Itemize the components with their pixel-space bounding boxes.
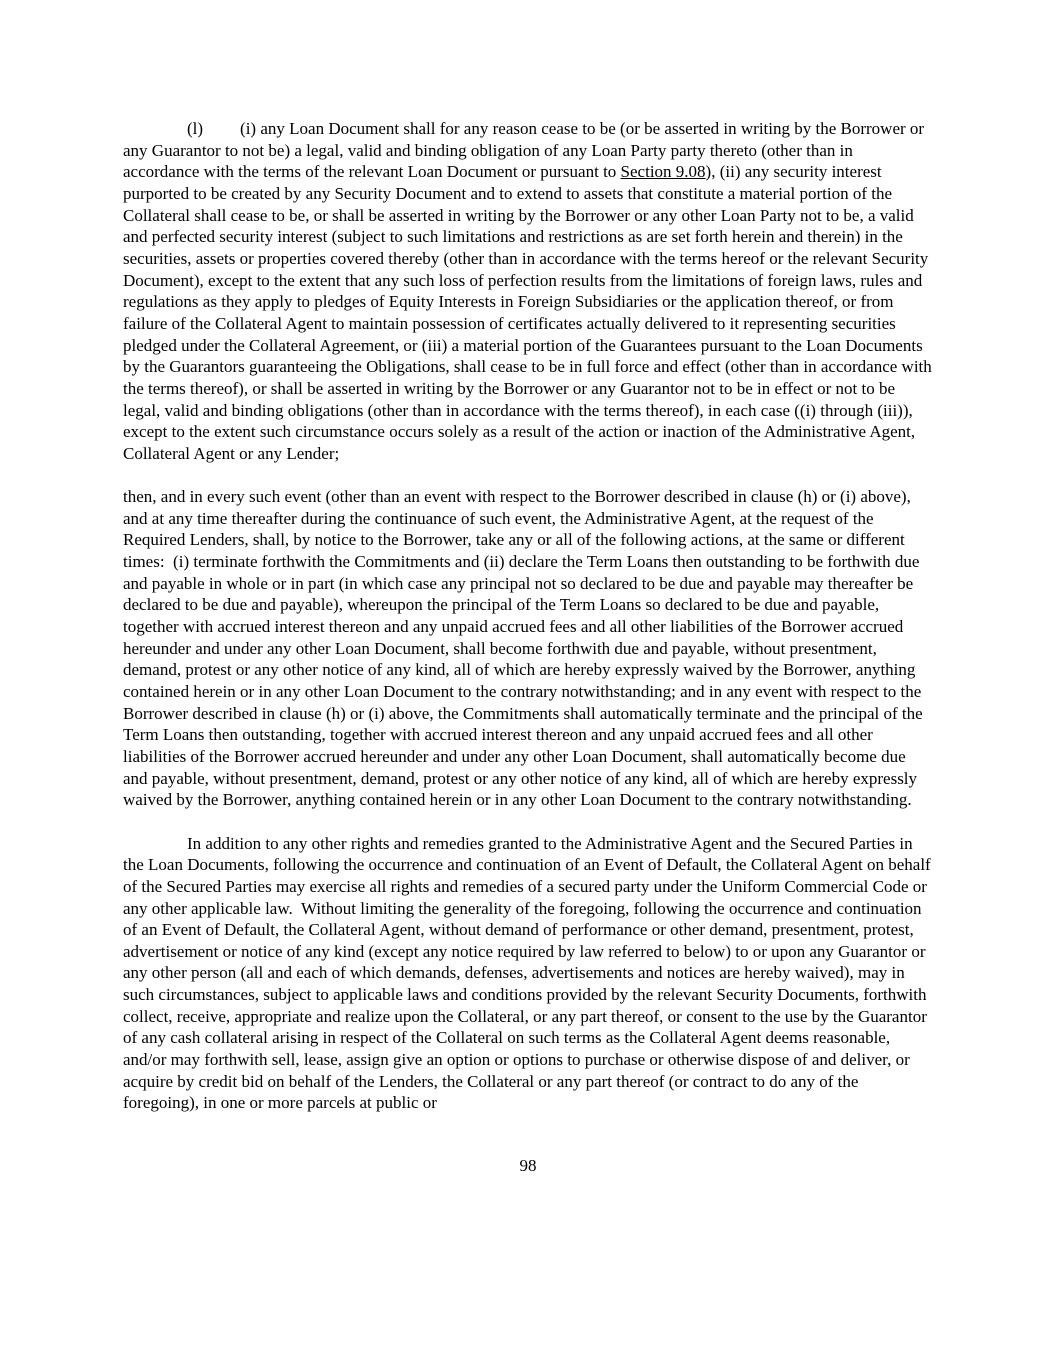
clause-l-text-pre: (i) any Loan Document shall for any reason cease to be (or be asserted in writing by the Borrower or any Guarantor to not be) a legal, valid and binding obligation of any Loan Party party thereto (other than in accordance with the terms of the relevant Loan Document or pursuant to: [123, 119, 929, 182]
section-9-08-reference: Section 9.08: [620, 162, 706, 182]
paragraph-remedies-clause: then, and in every such event (other than an event with respect to the Borrower described in clause (h) or (i) above), and at any time thereafter during the continuance of such event, the Administrative Agent, at the request of the Required Lenders, shall, by notice to the Borrower, take any or all of the following actions, at the same or different times: (i) terminate forthwith the Commitments and (ii) declare the Term Loans then outstanding to be forthwith due and payable in whole or in part (in which case any principal not so declared to be due and payable may thereafter be declared to be due and payable), whereupon the principal of the Term Loans so declared to be due and payable, together with accrued interest thereon and any unpaid accrued fees and all other liabilities of the Borrower accrued hereunder and under any other Loan Document, shall become forthwith due and payable, without presentment, demand, protest or any other notice of any kind, all of which are hereby expressly waived by the Borrower, anything contained herein or in any other Loan Document to the contrary notwithstanding; and in any event with respect to the Borrower described in clause (h) or (i) above, the Commitments shall automatically terminate and the principal of the Term Loans then outstanding, together with accrued interest thereon and any unpaid accrued fees and all other liabilities of the Borrower accrued hereunder and under any other Loan Document, shall automatically become due and payable, without presentment, demand, protest or any other notice of any kind, all of which are hereby expressly waived by the Borrower, anything contained herein or in any other Loan Document to the contrary notwithstanding.: [123, 487, 927, 810]
clause-l-marker: (l): [187, 119, 204, 138]
clause-l-text-post: ), (ii) any security interest purported to be created by any Security Document and to extend to assets that constitute a material portion of the Collateral shall cease to be, or shall be asserted in writing by the Borrower or any other Loan Party not to be, a valid and perfected security interest (subject to such limitations and restrictions as are set forth herein and therein) in the securities, assets or properties covered thereby (other than in accordance with the terms hereof or the relevant Security Document), except to the extent that any such loss of perfection results from the limitations of foreign laws, rules and regulations as they apply to pledges of Equity Interests in Foreign Subsidiaries or the application thereof, or from failure of the Collateral Agent to maintain possession of certificates actually delivered to it representing securities pledged under the Collateral Agreement, or (iii) a material portion of the Guarantees pursuant to the Loan Documents by the Guarantors guaranteeing the Obligations, shall cease to be in full force and effect (other than in accordance with the terms thereof), or shall be asserted in writing by the Borrower or any Guarantor not to be in effect or not to be legal, valid and binding obligations (other than in accordance with the terms thereof), in each case ((i) through (iii)), except to the extent such circumstance occurs solely as a result of the action or inaction of the Administrative Agent, Collateral Agent or any Lender;: [123, 162, 937, 463]
document-body: [123, 118, 937, 1114]
paragraph-clause-l: [123, 118, 937, 465]
page-number: 98: [519, 1156, 537, 1176]
paragraph-secured-parties-rights: In addition to any other rights and remedies granted to the Administrative Agent and the Secured Parties in the Loan Documents, following the occurrence and continuation of an Event of Default, the Collateral Agent on behalf of the Secured Parties may exercise all rights and remedies of a secured party under the Uniform Commercial Code or any other applicable law. Without limiting the generality of the foregoing, following the occurrence and continuation of an Event of Default, the Collateral Agent, without demand of performance or other demand, presentment, protest, advertisement or notice of any kind (except any notice required by law referred to below) to or upon any Guarantor or any other person (all and each of which demands, defenses, advertisements and notices are hereby waived), may in such circumstances, subject to applicable laws and conditions provided by the relevant Security Documents, forthwith collect, receive, appropriate and realize upon the Collateral, or any part thereof, or consent to the use by the Guarantor of any cash collateral arising in respect of the Collateral on such terms as the Collateral Agent deems reasonable, and/or may forthwith sell, lease, assign give an option or options to purchase or otherwise dispose of and deliver, or acquire by credit bid on behalf of the Lenders, the Collateral or any part thereof (or contract to do any of the foregoing), in one or more parcels at public or: [123, 833, 935, 1113]
